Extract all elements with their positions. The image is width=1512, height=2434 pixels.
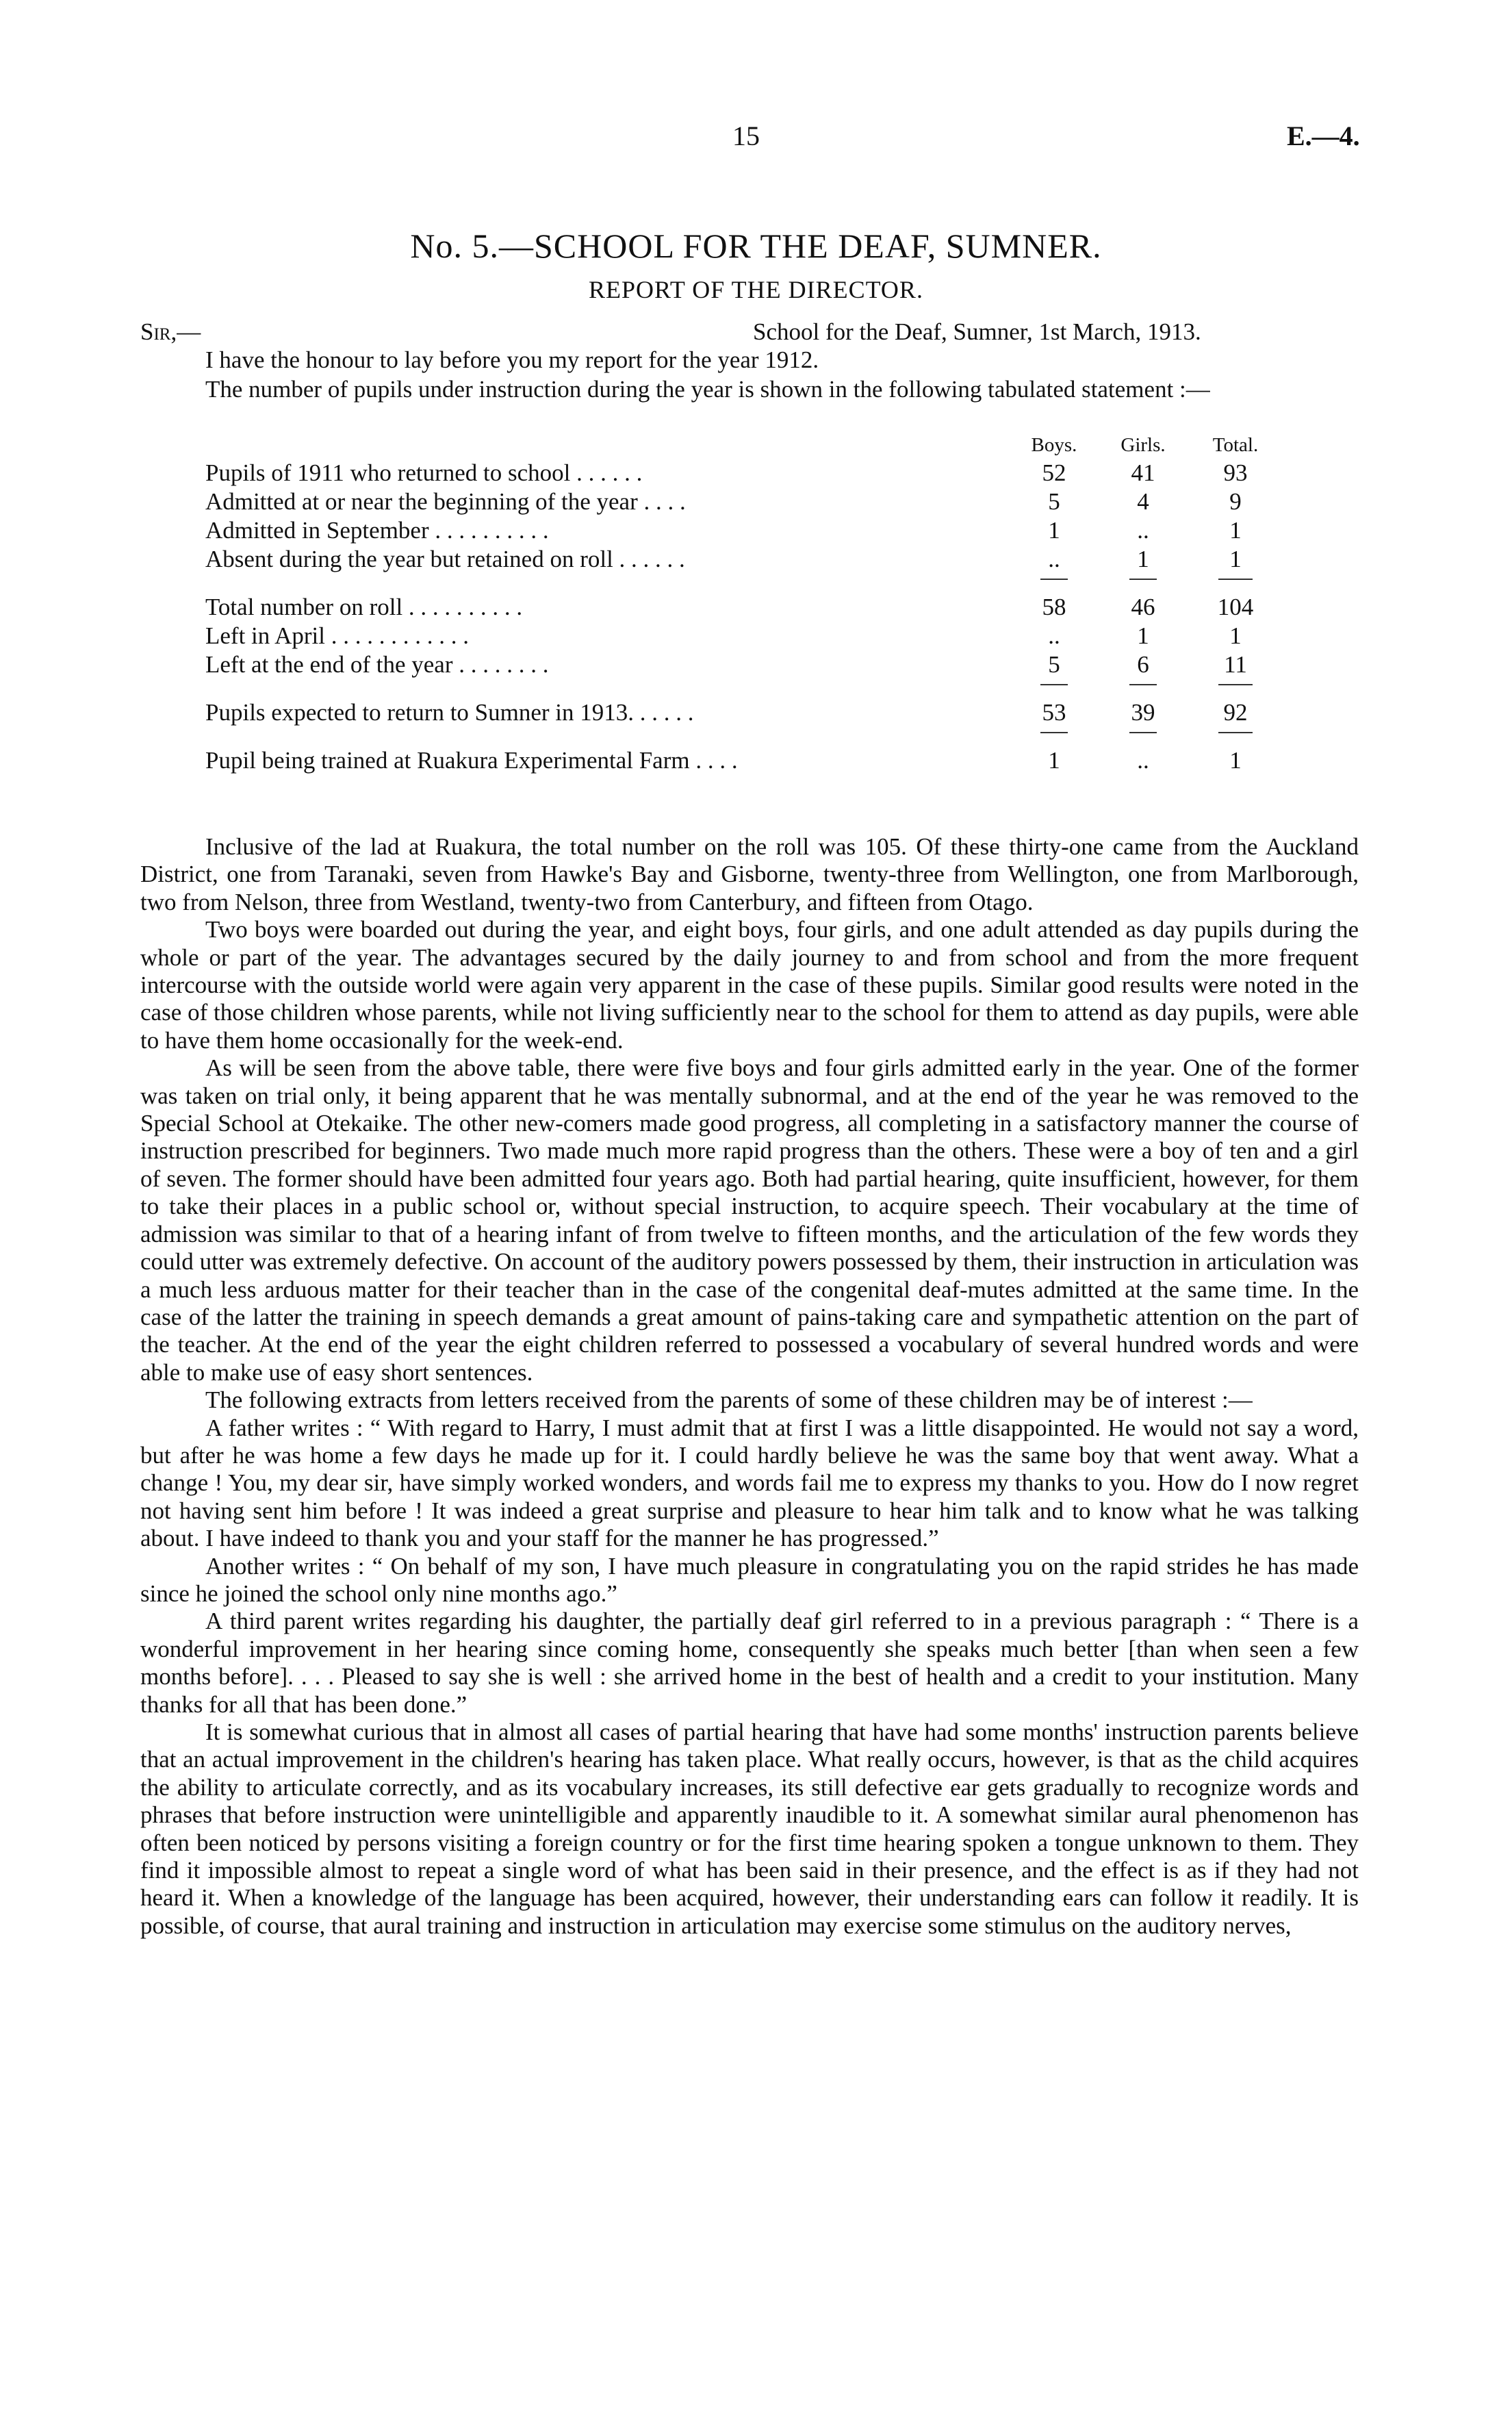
boys-cell: ..: [1048, 546, 1060, 572]
table-row: [205, 698, 1283, 727]
row-label: Pupils of 1911 who returned to school . . . . . .: [205, 459, 643, 486]
body-paragraph: Inclusive of the lad at Ruakura, the total number on the roll was 105. Of these thirty-one came from the Auckland District, one from Taranaki, seven from Hawke's Bay and Gisborne, twenty-three from Wellington, one from Marlborough, two from Nelson, three from Westland, twenty-two from Canterbury, and fifteen from Otago.: [140, 833, 1359, 915]
girls-cell: ..: [1137, 747, 1149, 774]
row-label: Pupil being trained at Ruakura Experimental Farm . . . .: [205, 747, 738, 774]
table-row: [205, 650, 1283, 679]
girls-cell: 6: [1137, 651, 1149, 678]
rule-line: [1010, 679, 1099, 698]
girls-cell: 41: [1131, 459, 1155, 486]
total-cell: 92: [1223, 699, 1248, 726]
rule-row: [205, 727, 1283, 746]
total-cell: 1: [1229, 517, 1242, 544]
document-code: E.—4.: [1287, 121, 1360, 151]
table-header-row: [205, 431, 1283, 459]
column-header-boys: Boys.: [1031, 433, 1077, 456]
row-label: Admitted in September . . . . . . . . . .: [205, 517, 549, 544]
body-paragraph: Two boys were boarded out during the year, and eight boys, four girls, and one adult attended as day pupils during the whole or part of the year. The advantages secured by the daily journey to and from school and from the more frequent intercourse with the outside world were again very apparent in the case of these pupils. Similar good results were noted in the case of those children whose parents, while not living sufficiently near to the school for them to attend as day pupils, were able to have them home occasionally for the week-end.: [140, 916, 1359, 1054]
total-cell: 1: [1229, 747, 1242, 774]
column-header-total: Total.: [1212, 433, 1259, 456]
boys-cell: 5: [1048, 651, 1060, 678]
row-label: Admitted at or near the beginning of the year . . . .: [205, 488, 686, 515]
girls-cell: 1: [1137, 622, 1149, 649]
row-label: Left at the end of the year . . . . . . . .: [205, 651, 549, 678]
rule-row: [205, 679, 1283, 698]
girls-cell: 1: [1137, 546, 1149, 572]
girls-cell: 46: [1131, 594, 1155, 620]
rule-line: [1099, 727, 1188, 746]
page-subtitle: REPORT OF THE DIRECTOR.: [589, 276, 923, 303]
boys-cell: ..: [1048, 622, 1060, 649]
column-header-girls: Girls.: [1120, 433, 1166, 456]
total-cell: 104: [1217, 594, 1254, 620]
boys-cell: 5: [1048, 488, 1060, 515]
boys-cell: 58: [1042, 594, 1066, 620]
total-cell: 1: [1229, 622, 1242, 649]
boys-cell: 53: [1042, 699, 1066, 726]
rule-line: [1099, 679, 1188, 698]
report-body: [140, 833, 1359, 1940]
rule-line: [1188, 679, 1283, 698]
boys-cell: 1: [1048, 517, 1060, 544]
table-row: [205, 459, 1283, 487]
row-label: Total number on roll . . . . . . . . . .: [205, 594, 523, 620]
total-cell: 9: [1229, 488, 1242, 515]
intro-paragraph: I have the honour to lay before you my report for the year 1912.: [205, 346, 819, 373]
body-paragraph: As will be seen from the above table, there were five boys and four girls admitted early in the year. One of the former was taken on trial only, it being apparent that he was mentally subnormal, and at the end of the year he was removed to the Special School at Otekaike. The other new-comers made good progress, all completing in a satisfactory manner the course of instruction prescribed for beginners. Two made much more rapid progress than the others. These were a boy of ten and a girl of seven. The former should have been admitted four years ago. Both had partial hearing, quite insufficient, however, for them to take their places in a public school or, without special instruction, to acquire speech. Their vocabulary at the time of admission was similar to that of a hearing infant of from twelve to fifteen months, and the articulation of the few words they could utter was extremely defective. On account of the auditory powers possessed by them, their instruction in articulation was a much less arduous matter for their teacher than in the case of the congenital deaf-mutes admitted at the same time. In the case of the latter the training in speech demands a great amount of pains-taking care and sympathetic attention on the part of the teacher. At the end of the year the eight children referred to possessed a vocabulary of several hundred words and were able to make use of easy short sentences.: [140, 1054, 1359, 1386]
boys-cell: 1: [1048, 747, 1060, 774]
sender-address: School for the Deaf, Sumner, 1st March, 1913.: [753, 318, 1201, 345]
rule-line: [1188, 574, 1283, 593]
total-cell: 93: [1223, 459, 1248, 486]
letter-extract: A third parent writes regarding his daughter, the partially deaf girl referred to in a previous paragraph : “ There is a wonderful improvement in her hearing since coming home, consequently she speaks much better [than when seen a few months before]. . . . Pleased to say she is well : she arrived home in the best of health and a credit to your institution. Many thanks for all that has been done.”: [140, 1608, 1359, 1718]
page-title: No. 5.—SCHOOL FOR THE DEAF, SUMNER.: [410, 227, 1102, 265]
girls-cell: ..: [1137, 517, 1149, 544]
body-paragraph: The following extracts from letters received from the parents of some of these children may be of interest :—: [205, 1386, 1253, 1414]
page-number: 15: [732, 121, 760, 151]
total-cell: 1: [1229, 546, 1242, 572]
rule-row: [205, 574, 1283, 593]
girls-cell: 39: [1131, 699, 1155, 726]
table-row: [205, 545, 1283, 574]
table-row: [205, 622, 1283, 650]
pupil-statistics-table: [205, 431, 1283, 775]
row-label: Absent during the year but retained on roll . . . . . .: [205, 546, 685, 572]
table-row: [205, 593, 1283, 622]
girls-cell: 4: [1137, 488, 1149, 515]
rule-line: [1010, 574, 1099, 593]
row-label: Pupils expected to return to Sumner in 1913. . . . . .: [205, 699, 694, 726]
rule-line: [1010, 727, 1099, 746]
body-paragraph: It is somewhat curious that in almost all cases of partial hearing that have had some months' instruction parents believe that an actual improvement in the children's hearing has taken place. What really occurs, however, is that as the child acquires the ability to articulate correctly, and as its vocabulary increases, its still defective ear gets gradually to recognize words and phrases that before instruction were unintelligible and apparently inaudible to it. A somewhat similar aural phenomenon has often been noticed by persons visiting a foreign country or for the first time hearing spoken a tongue unknown to them. They find it impossible almost to repeat a single word of what has been said in their presence, and the effect is as if they had not heard it. When a knowledge of the language has been acquired, however, their understanding ears can follow it readily. It is possible, of course, that aural training and instruction in articulation may exercise some stimulus on the auditory nerves,: [140, 1719, 1359, 1939]
row-label: Left in April . . . . . . . . . . . .: [205, 622, 469, 649]
table-row: [205, 487, 1283, 516]
salutation: Sir,—: [140, 318, 201, 345]
boys-cell: 52: [1042, 459, 1066, 486]
total-cell: 11: [1224, 651, 1247, 678]
letter-extract: Another writes : “ On behalf of my son, I have much pleasure in congratulating you on the rapid strides he has made since he joined the school only nine months ago.”: [140, 1552, 1359, 1607]
rule-line: [1099, 574, 1188, 593]
rule-line: [1188, 727, 1283, 746]
table-row: [205, 516, 1283, 545]
table-row: [205, 746, 1283, 775]
intro-paragraph: The number of pupils under instruction during the year is shown in the following tabulated statement :—: [205, 376, 1210, 403]
letter-extract: A father writes : “ With regard to Harry, I must admit that at first I was a little disappointed. He would not say a word, but after he was home a few days he made up for it. I could hardly believe he was the same boy that went away. What a change ! You, my dear sir, have simply worked wonders, and words fail me to express my thanks to you. How do I now regret not having sent him before ! It was indeed a great surprise and pleasure to hear him talk and to know what he was talking about. I have indeed to thank you and your staff for the manner he has progressed.”: [140, 1414, 1359, 1552]
